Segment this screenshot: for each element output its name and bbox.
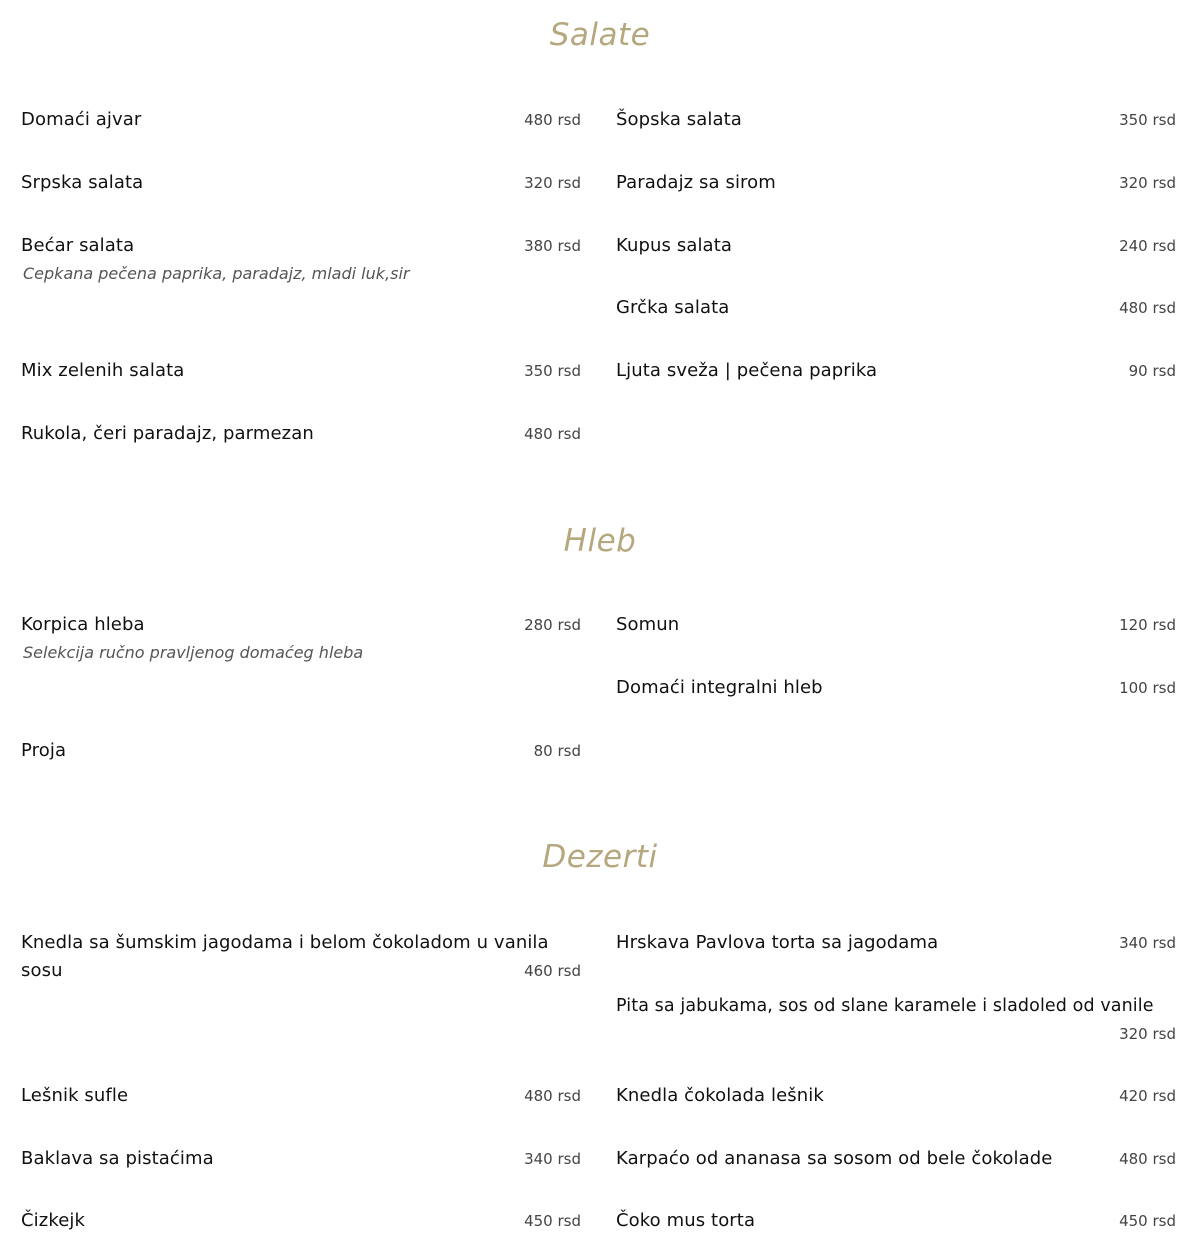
- item-price: 120 rsd: [1119, 616, 1176, 634]
- item-name: Mix zelenih salata: [21, 360, 185, 381]
- item-name: Baklava sa pistaćima: [21, 1148, 214, 1169]
- section-title-salate: Salate: [549, 17, 651, 53]
- item-name: Ljuta sveža | pečena paprika: [616, 360, 878, 381]
- menu-item: [616, 1207, 1176, 1235]
- menu-item: [21, 232, 581, 288]
- item-description: Selekcija ručno pravljenog domaćeg hleba: [23, 643, 364, 662]
- menu-item: [616, 1082, 1176, 1110]
- item-price: 320 rsd: [524, 174, 581, 192]
- item-price: 320 rsd: [1119, 174, 1176, 192]
- menu-item: [616, 611, 1176, 639]
- menu-item: [616, 1145, 1176, 1173]
- menu-item: [21, 1082, 581, 1110]
- item-price: 350 rsd: [1119, 111, 1176, 129]
- menu-item: [21, 1145, 581, 1173]
- item-price: 420 rsd: [1119, 1087, 1176, 1105]
- item-price: 240 rsd: [1119, 237, 1176, 255]
- menu-item: [616, 294, 1176, 322]
- item-name: Šopska salata: [616, 109, 742, 130]
- item-name: Čoko mus torta: [616, 1210, 756, 1231]
- item-name: Rukola, čeri paradajz, parmezan: [21, 423, 314, 444]
- menu-item: [616, 169, 1176, 197]
- item-name: Karpaćo od ananasa sa sosom od bele čokolade: [616, 1148, 1053, 1169]
- item-name: Knedla čokolada lešnik: [616, 1085, 824, 1106]
- section-title-dezerti: Dezerti: [542, 839, 658, 875]
- menu-item: [21, 1207, 581, 1235]
- item-price: 480 rsd: [524, 1087, 581, 1105]
- menu-item: [616, 674, 1176, 702]
- menu-item: [21, 169, 581, 197]
- menu-item: [616, 929, 1176, 957]
- item-name: Lešnik sufle: [21, 1085, 129, 1106]
- item-price: 100 rsd: [1119, 679, 1176, 697]
- item-price: 90 rsd: [1128, 362, 1176, 380]
- menu-item: [616, 232, 1176, 260]
- item-name: Knedla sa šumskim jagodama i belom čokoladom u vanila sosu: [21, 932, 549, 981]
- item-price: 460 rsd: [524, 962, 581, 980]
- item-name: Proja: [21, 740, 67, 761]
- item-price: 450 rsd: [524, 1212, 581, 1230]
- item-name: Pita sa jabukama, sos od slane karamele i sladoled od vanile: [616, 996, 1154, 1016]
- item-name: Korpica hleba: [21, 614, 145, 635]
- item-price: 480 rsd: [524, 111, 581, 129]
- menu-item: [21, 106, 581, 134]
- item-name: Somun: [616, 614, 680, 635]
- menu-item: [21, 737, 581, 765]
- item-price: 480 rsd: [1119, 299, 1176, 317]
- item-name: Hrskava Pavlova torta sa jagodama: [616, 932, 939, 953]
- item-price: 80 rsd: [533, 742, 581, 760]
- menu-item: [21, 611, 581, 667]
- item-price: 350 rsd: [524, 362, 581, 380]
- item-price: 480 rsd: [524, 425, 581, 443]
- menu-item: [21, 420, 581, 448]
- menu-item: [616, 106, 1176, 134]
- item-price: 280 rsd: [524, 616, 581, 634]
- item-price: 340 rsd: [1119, 934, 1176, 952]
- item-price: 450 rsd: [1119, 1212, 1176, 1230]
- item-price: 340 rsd: [524, 1150, 581, 1168]
- item-price: 380 rsd: [524, 237, 581, 255]
- item-name: Domaći integralni hleb: [616, 677, 823, 698]
- menu-item: [21, 929, 581, 985]
- menu-item: [616, 992, 1176, 1043]
- item-name: Paradajz sa sirom: [616, 172, 776, 193]
- menu-item: [616, 357, 1176, 385]
- item-name: Srpska salata: [21, 172, 144, 193]
- item-name: Domaći ajvar: [21, 109, 142, 130]
- menu-item: [21, 357, 581, 385]
- item-name: Kupus salata: [616, 235, 732, 256]
- item-name: Bećar salata: [21, 235, 135, 256]
- item-price: 480 rsd: [1119, 1150, 1176, 1168]
- item-description: Cepkana pečena paprika, paradajz, mladi luk,sir: [23, 264, 410, 283]
- item-name: Čizkejk: [21, 1210, 85, 1231]
- item-name: Grčka salata: [616, 297, 730, 318]
- item-price: 320 rsd: [1119, 1025, 1176, 1043]
- section-title-hleb: Hleb: [563, 523, 637, 559]
